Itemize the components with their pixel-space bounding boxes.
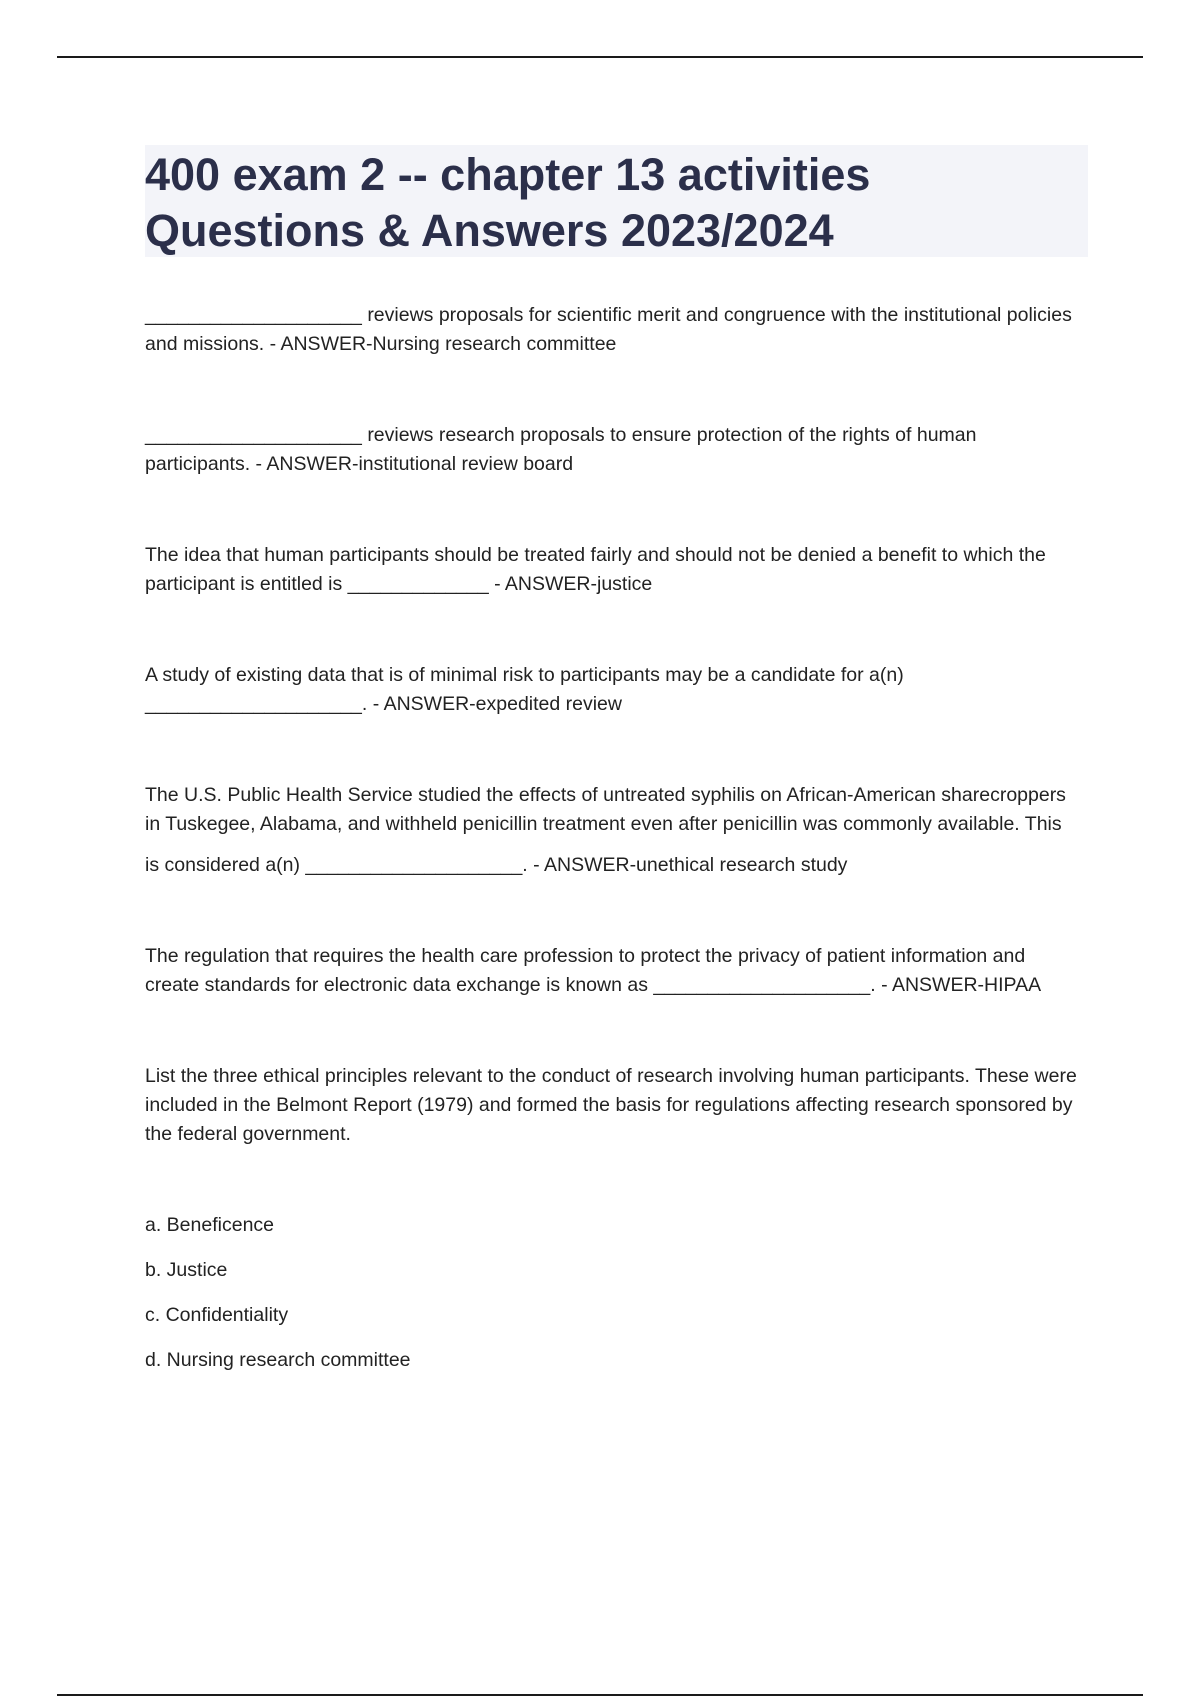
bottom-rule	[57, 1694, 1143, 1696]
qa-content	[145, 301, 1080, 1391]
qa-text: A study of existing data that is of minimal risk to participants may be a candidate for a(n) ____________________. - ANSWER-expedited review	[145, 664, 904, 715]
qa-text: The regulation that requires the health care profession to protect the privacy of patient information and create standards for electronic data exchange is known as ____________________. - ANSWER-HIPAA	[145, 945, 1042, 996]
qa-text: ____________________ reviews research proposals to ensure protection of the rights of human participants. - ANSWER-institutional review board	[145, 424, 977, 475]
qa-text: The idea that human participants should be treated fairly and should not be denied a benefit to which the participant is entitled is _____________ - ANSWER-justice	[145, 544, 1046, 595]
qa-item	[145, 781, 1080, 880]
qa-item	[145, 942, 1080, 1000]
option-b: b. Justice	[145, 1259, 228, 1281]
qa-text-continuation: is considered a(n) ____________________. - ANSWER-unethical research study	[145, 854, 848, 876]
title-line-2: Questions & Answers 2023/2024	[145, 205, 834, 256]
option-c: c. Confidentiality	[145, 1304, 289, 1326]
top-rule	[57, 56, 1143, 58]
qa-item	[145, 421, 1080, 479]
qa-item	[145, 301, 1080, 359]
option-a: a. Beneficence	[145, 1214, 275, 1236]
document-title	[145, 147, 1088, 259]
option-d: d. Nursing research committee	[145, 1349, 411, 1371]
qa-text: The U.S. Public Health Service studied the effects of untreated syphilis on African-American sharecroppers in Tuskegee, Alabama, and withheld penicillin treatment even after penicillin was commonly available. This	[145, 784, 1066, 835]
answer-options	[145, 1211, 1080, 1375]
qa-text: ____________________ reviews proposals for scientific merit and congruence with the institutional policies and missions. - ANSWER-Nursing research committee	[145, 304, 1072, 355]
qa-text: List the three ethical principles relevant to the conduct of research involving human participants. These were included in the Belmont Report (1979) and formed the basis for regulations affecting research sponsored by the federal government.	[145, 1065, 1077, 1145]
qa-item	[145, 661, 1080, 719]
qa-item	[145, 1062, 1080, 1149]
title-line-1: 400 exam 2 -- chapter 13 activities	[145, 149, 871, 200]
qa-item	[145, 541, 1080, 599]
